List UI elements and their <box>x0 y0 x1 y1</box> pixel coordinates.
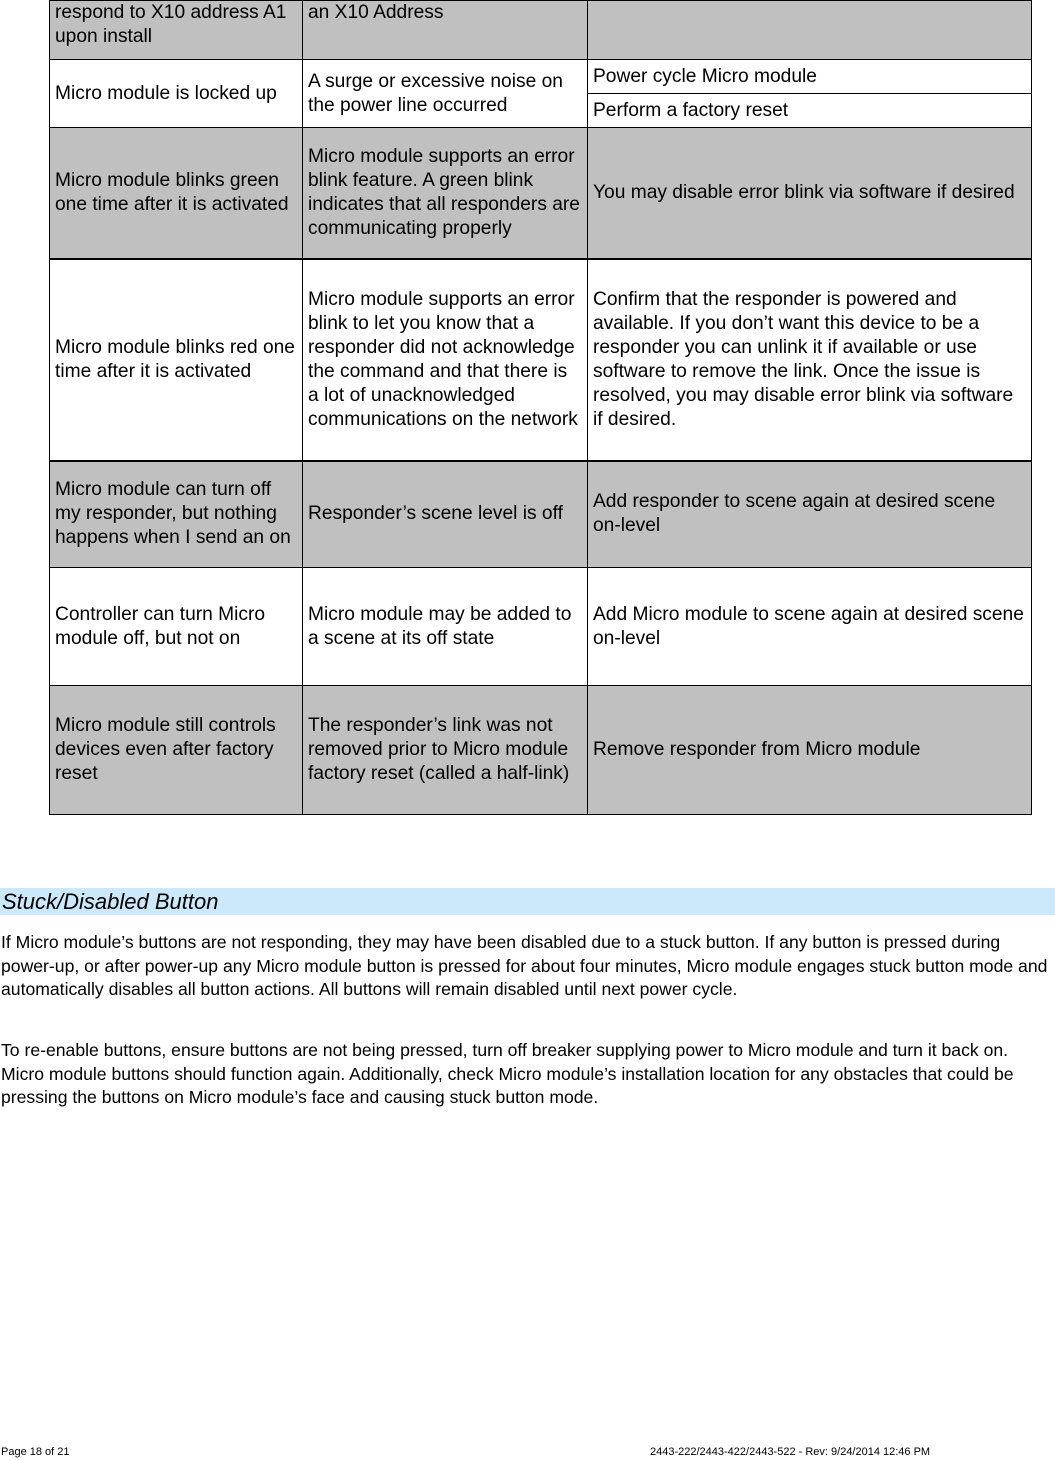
solution-cell: You may disable error blink via software if desired <box>588 128 1032 259</box>
table-row <box>50 568 1032 686</box>
symptom-cell: Micro module blinks green one time after it is activated <box>50 128 303 259</box>
solution-cell: Add Micro module to scene again at desired scene on-level <box>588 568 1032 686</box>
symptom-cell: Micro module still controls devices even after factory reset <box>50 686 303 815</box>
symptom-cell: respond to X10 address A1 upon install <box>50 1 303 60</box>
table-row <box>50 686 1032 815</box>
solution-cell: Remove responder from Micro module <box>588 686 1032 815</box>
document-revision: 2443-222/2443-422/2443-522 - Rev: 9/24/2014 12:46 PM <box>650 1446 931 1458</box>
table-row <box>50 60 1032 94</box>
cause-cell: Responder’s scene level is off <box>303 461 588 568</box>
section-heading: Stuck/Disabled Button <box>0 888 1055 915</box>
symptom-cell: Micro module blinks red one time after it is activated <box>50 259 303 461</box>
table-row <box>50 259 1032 461</box>
troubleshooting-table <box>49 0 1032 815</box>
table-row <box>50 1 1032 60</box>
solution-cell: Perform a factory reset <box>588 94 1032 128</box>
solution-cell <box>588 1 1032 60</box>
symptom-cell: Micro module can turn off my responder, but nothing happens when I send an on <box>50 461 303 568</box>
cause-cell: The responder’s link was not removed prior to Micro module factory reset (called a half-link) <box>303 686 588 815</box>
solution-cell: Confirm that the responder is powered and available. If you don’t want this device to be a responder you can unlink it if available or use software to remove the link. Once the issue is resolved, you may disable error blink via software if desired. <box>588 259 1032 461</box>
cause-cell: an X10 Address <box>303 1 588 60</box>
table-row <box>50 128 1032 259</box>
cause-cell: Micro module may be added to a scene at its off state <box>303 568 588 686</box>
symptom-cell: Controller can turn Micro module off, but not on <box>50 568 303 686</box>
solution-cell: Power cycle Micro module <box>588 60 1032 94</box>
cause-cell: A surge or excessive noise on the power line occurred <box>303 60 588 128</box>
cause-cell: Micro module supports an error blink to let you know that a responder did not acknowledge the command and that there is a lot of unacknowledged communications on the network <box>303 259 588 461</box>
cause-cell: Micro module supports an error blink feature. A green blink indicates that all responders are communicating properly <box>303 128 588 259</box>
table-row <box>50 461 1032 568</box>
symptom-cell: Micro module is locked up <box>50 60 303 128</box>
solution-cell: Add responder to scene again at desired scene on-level <box>588 461 1032 568</box>
paragraph: If Micro module’s buttons are not responding, they may have been disabled due to a stuck button. If any button is pressed during power-up, or after power-up any Micro module button is pressed for about four minutes, Micro module engages stuck button mode and automatically disables all button actions. All buttons will remain disabled until next power cycle. <box>1 932 1048 999</box>
paragraph: To re-enable buttons, ensure buttons are not being pressed, turn off breaker supplying power to Micro module and turn it back on. Micro module buttons should function again. Additionally, check Micro module’s installation location for any obstacles that could be pressing the buttons on Micro module’s face and causing stuck button mode. <box>1 1040 1014 1107</box>
page-number: Page 18 of 21 <box>1 1446 70 1458</box>
